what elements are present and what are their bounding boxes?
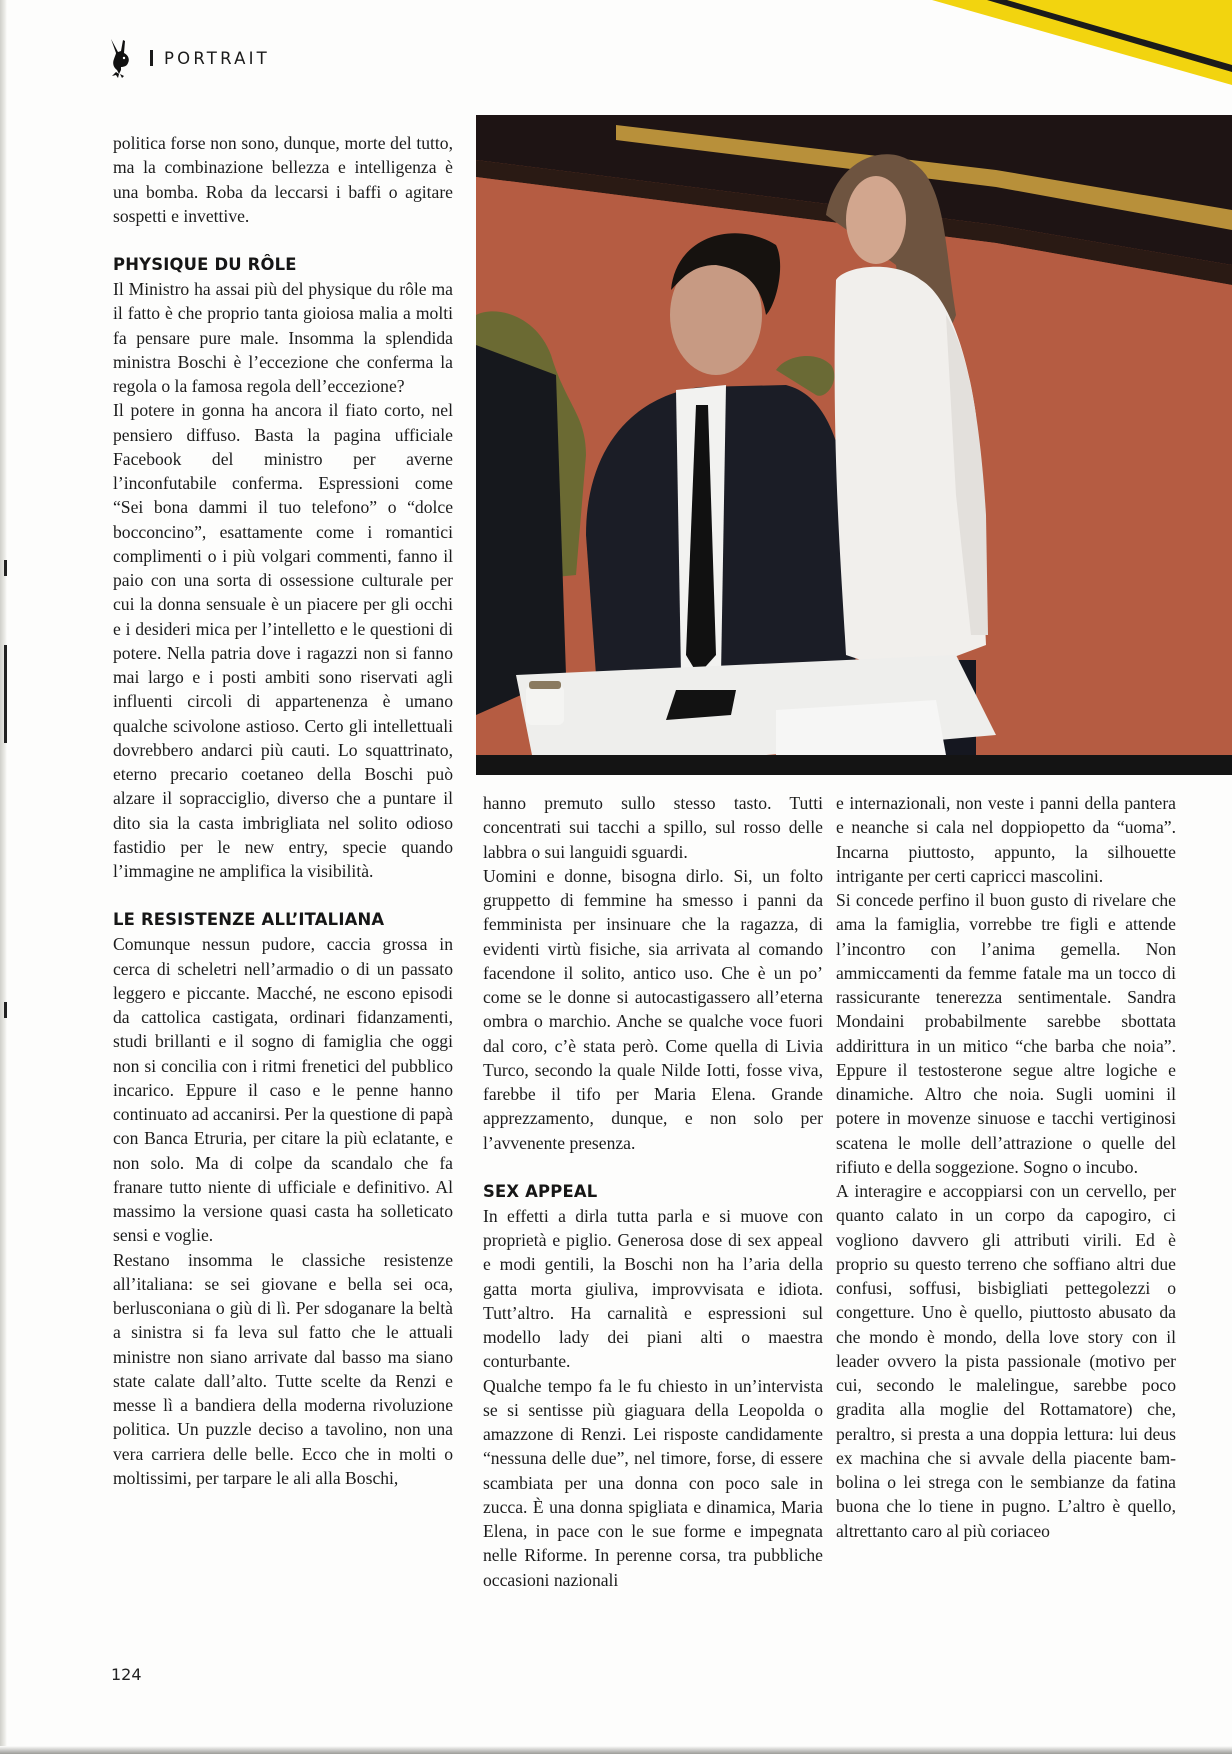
playboy-bunny-icon xyxy=(108,38,134,78)
paragraph: Il potere in gonna ha ancora il fiato corto, nel pensiero diffuso. Basta la pagina ufficiale Facebook del ministro per averne l’inconfutabile conferma. Espressioni come “Sei bona dammi il tuo telefono” o “dolce bocconcino”, esattamente come i romantici complimenti o i più volgari commenti, fanno il paio con una sorta di ossessione culturale per cui la donna sensuale è un piacere per gli occhi e i desideri mica per l’intelletto e le questioni di potere. Nella patria dove i ragazzi non si fanno mai largo e i posti ambiti sono riservati agli influenti circoli di appartenenza è umano qualche scivolone astioso. Certo gli intellettuali dovrebbero andarci più cauti. Lo squattrinato, eterno precario coetaneo della Boschi può alzare il sopracciglio, diverso che a puntare il dito sia la casta imbrigliata nel solito odioso fastidio per le new entry, specie quando l’immagine ne amplifica la visibilità. xyxy=(113,400,453,881)
article-column-middle xyxy=(483,791,823,1592)
paragraph: Restano insomma le classiche resistenze all’italiana: se sei giovane e bella sei oca, berlusconiana o giù di lì. Per sdoganare la beltà a sinistra si fa leva sul fatto che le attuali ministre non siano arrivate dal basso ma siano state calate dall’alto. Tutte scelte da Renzi e messe lì a bandiera della moderna rivoluzione politica. Un puzzle deciso a tavolino, non una vera carriera delle belle. Ecco che in molti o moltissimi, per tarpare le ali alla Boschi, xyxy=(113,1249,453,1488)
scan-edge-left xyxy=(0,0,7,1754)
scan-edge-bottom xyxy=(0,1746,1232,1754)
paragraph: Si concede perfino il buon gusto di rivelare che ama la famiglia, vorrebbe tre figli e attende l’incontro con l’anima gemella. Non ammiccamenti da femme fatale ma un tocco di rassicurante tenerezza sentimentale. Sandra Mondaini probabilmente sarebbe sbottata addirittura in un mitico “che barba che noia”. Eppure il testosterone segue altre logiche e dinamiche. Altro che noia. Sugli uomini il potere in movenze sinuose e tacchi vertiginosi scatena le molle dell’attrazione o quelle del rifiuto e della soggezione. Sogno o incubo. xyxy=(836,890,1176,1177)
article-column-left xyxy=(113,131,453,1490)
paragraph: Comunque nessun pudore, caccia grossa in cerca di scheletri nell’armadio o di un passato leggero e piccante. Macché, ne escono episodi da cattolica castigata, ordinari fidanzamenti, studi brillanti e il sogno di famiglia che oggi non si concilia con i ritmi frenetici del pubblico incarico. Eppure il caso e le penne hanno continuato ad accanirsi. Per la questione di papà con Banca Etruria, per citare la più eclatante, e non solo. Ma di colpe da scandalo che fa franare tutto niente di ufficiale e definitivo. Al massimo la versione quasi casta ha solleticato sensi e voglie. xyxy=(113,934,453,1246)
crop-mark xyxy=(4,1002,7,1018)
article-column-right xyxy=(836,791,1176,1543)
paragraph: e internazionali, non veste i panni della pantera e neanche si cala nel doppiopetto da “uoma”. Incarna piuttosto, appunto, la silhouette intrigante per certi capricci mascolini. xyxy=(836,793,1176,886)
paragraph: Qualche tempo fa le fu chiesto in un’intervista se si sentisse più giaguara della Leopolda o amazzone di Renzi. Lei risposte candidamente “nessuna delle due”, nel timore, forse, di essere scambiata per una donna con poco sale in zucca. È una donna spigliata e dinamica, Maria Elena, in pace con le sue forme e impegnata nelle Riforme. In perenne corsa, tra pubbliche occasioni nazionali xyxy=(483,1375,823,1590)
yellow-corner-decoration xyxy=(892,0,1232,95)
paragraph: A interagire e accoppiarsi con un cervello, per quanto calato in un corpo da capogiro, ci vogliono davvero gli attributi virili. Ed è proprio su questo terreno che soffiano altri due confusi, soffusi, bisbigliati pettegolezzi o congetture. Uno è quello, piuttosto abusato da che mondo è mondo, della love story con il leader ovvero la pista passionale (motivo per cui, secondo le malelingue, sarebbe poco gradita alla moglie del Rottamatore) che, peraltro, si presta a una doppia lettura: lui deus ex machina che si avvale della piacente bambolina o lei strega con le sembianze da fatina buona che lo tiene in pugno. L’altro è quello, altrettanto caro al più coriaceo xyxy=(836,1181,1176,1541)
crop-mark xyxy=(4,560,7,576)
paragraph: Il Ministro ha assai più del physique du rôle ma il fatto è che proprio tanta gioiosa malia a molti fa pensare pure male. Insomma la splendida ministra Boschi è l’eccezione che conferma la regola o la famosa regola dell’eccezione? xyxy=(113,279,453,396)
header-divider xyxy=(150,50,153,66)
paragraph: hanno premuto sullo stesso tasto. Tutti concentrati sui tacchi a spillo, sul rosso delle labbra o sui languidi sguardi. xyxy=(483,793,823,862)
page-number: 124 xyxy=(111,1665,142,1684)
paragraph: In effetti a dirla tutta parla e si muove con proprietà e piglio. Generosa dose di sex appeal e modi gentili, la Boschi non ha l’aria della gatta morta giuliva, improvvisata e idiota. Tutt’altro. Ha carnalità e espressioni sul modello lady dei piani alti o maestra conturbante. xyxy=(483,1205,823,1372)
section-heading: LE RESISTENZE ALL’ITALIANA xyxy=(113,910,385,930)
section-label: PORTRAIT xyxy=(164,48,270,68)
paragraph: Uomini e donne, bisogna dirlo. Si, un folto gruppetto di femmine ha smesso i panni da femminista per insinuare che la ragazza, di evidenti virtù fisiche, sia arrivata al comando facendone il solito, antico uso. Che è un po’ come se le donne si autocastigassero all’eterna ombra o marchio. Anche se qualche voce fuori dal coro, c’è stata però. Come quella di Livia Turco, secondo la quale Nilde Iotti, fosse viva, farebbe il tifo per Maria Elena. Grande apprezzamento, dunque, e non solo per l’avvenente presenza. xyxy=(483,865,823,1153)
paragraph: politica forse non sono, dunque, morte del tutto, ma la combinazione bellezza e intelligenza è una bomba. Roba da leccarsi i baffi o agitare sospetti e invettive. xyxy=(113,133,453,226)
article-photo xyxy=(476,115,1232,775)
crop-mark xyxy=(4,645,7,743)
section-heading: SEX APPEAL xyxy=(483,1181,598,1201)
section-heading: PHYSIQUE DU RÔLE xyxy=(113,255,297,274)
page-header xyxy=(108,38,270,78)
